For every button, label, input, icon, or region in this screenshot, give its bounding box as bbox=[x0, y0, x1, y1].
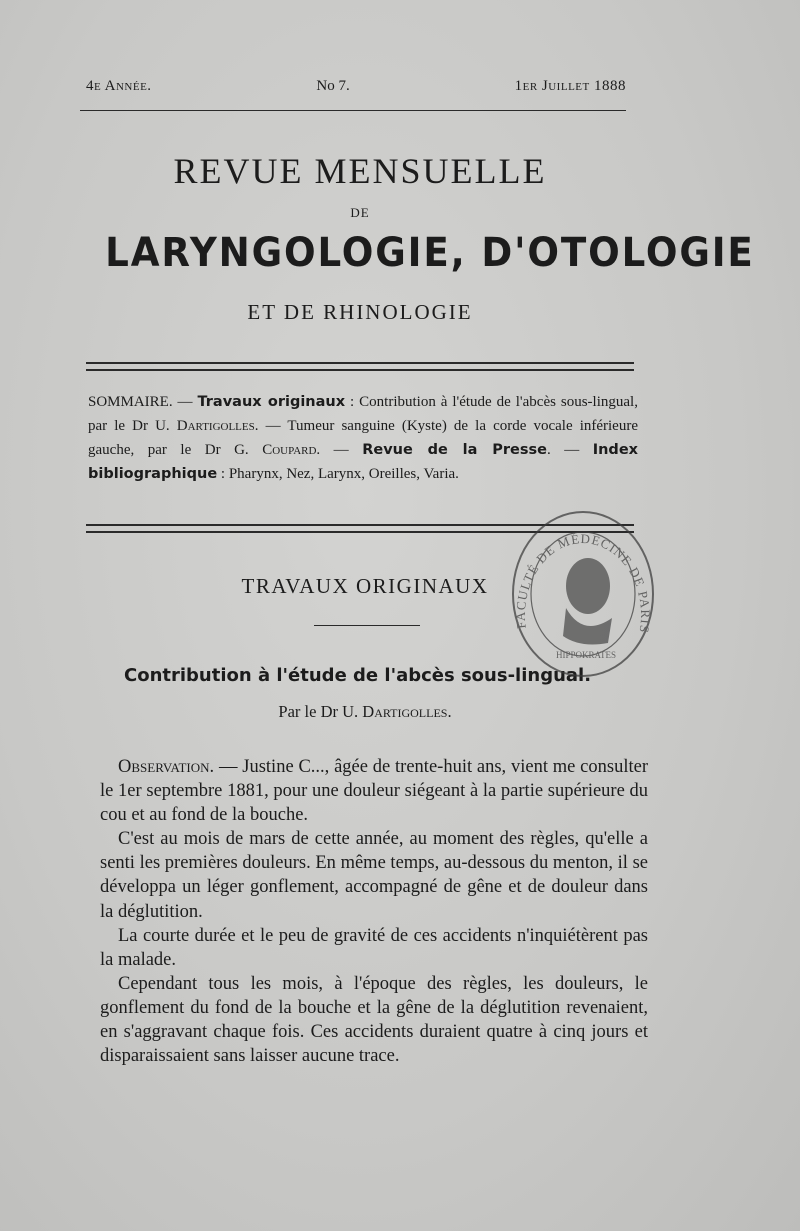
paragraph-4: Cependant tous les mois, à l'époque des règles, les douleurs, le gonflement du fond de la bouche et la gêne de la déglutition revenaient, en s'aggravant chaque fois. Ces accidents duraient quatre à cinq jours et disparaissaient sans laisser aucune trace. bbox=[100, 973, 648, 1067]
header-rule bbox=[80, 110, 626, 111]
masthead-line-4: ET DE RHINOLOGIE bbox=[247, 300, 473, 324]
issue-date: 1er Juillet 1888 bbox=[514, 78, 626, 94]
byline-dr: Dr bbox=[320, 702, 338, 721]
paragraph-3: La courte durée et le peu de gravité de ces accidents n'inquiétèrent pas la malade. bbox=[100, 925, 648, 970]
paragraph-2: C'est au mois de mars de cette année, au moment des règles, qu'elle a senti les premières douleurs. En même temps, au-dessous du menton, il se développa un léger gonflement, accompagné de gêne et de douleur dans la déglutition. bbox=[100, 829, 648, 922]
masthead-line-3: LARYNGOLOGIE, D'OTOLOGIE bbox=[105, 230, 755, 276]
volume-year: 4e Année. bbox=[86, 78, 152, 94]
sommaire-author-2: G. Coupard bbox=[220, 442, 317, 458]
sommaire-section-3: Revue de la Presse bbox=[362, 442, 547, 458]
observation-label: Observation. bbox=[118, 757, 215, 777]
article-body bbox=[100, 755, 648, 1068]
article-byline bbox=[0, 702, 730, 722]
library-stamp bbox=[508, 508, 658, 680]
stamp-outer-text: FACULTÉ DE MÉDECINE DE PARIS bbox=[512, 530, 654, 635]
sommaire-section-4: Index bibliographique bbox=[88, 442, 639, 482]
section-rule bbox=[314, 625, 420, 626]
sommaire-sep-2: . — bbox=[316, 442, 363, 458]
sommaire-dr-1: Dr bbox=[132, 418, 148, 434]
sommaire-sep-3: . — bbox=[546, 442, 593, 458]
sommaire-text-2: . — Tumeur sanguine (Kyste) de la corde vocale inférieure gauche, par le bbox=[88, 418, 638, 458]
masthead-line-2: DE bbox=[350, 205, 370, 220]
byline-prefix: Par le bbox=[278, 702, 321, 721]
masthead-double-rule bbox=[86, 362, 634, 371]
stamp-portrait-icon bbox=[563, 558, 612, 644]
stamp-inner-text: HIPPOKRATES bbox=[555, 650, 617, 660]
sommaire-dr-2: Dr bbox=[204, 442, 221, 458]
masthead-line-1: REVUE MENSUELLE bbox=[173, 151, 547, 191]
table-of-contents bbox=[88, 390, 638, 486]
article-title: Contribution à l'étude de l'abcès sous-lingual. bbox=[124, 665, 592, 686]
sommaire-section-1: Travaux originaux bbox=[197, 394, 346, 410]
sommaire-author-1: U. Dartigolles bbox=[147, 418, 255, 434]
paragraph-1 bbox=[100, 755, 648, 827]
issue-header bbox=[86, 78, 626, 95]
paragraph-1-text: — Justine C..., âgée de trente-huit ans, vient me consulter le 1er septembre 1881, pour une douleur siégeant à la partie supérieure du cou et au fond de la bouche. bbox=[100, 757, 648, 826]
sommaire-text-4: : Pharynx, Nez, Larynx, Oreilles, Varia. bbox=[217, 466, 459, 482]
byline-name: U. Dartigolles. bbox=[337, 702, 452, 721]
issue-number: No 7. bbox=[316, 78, 350, 94]
sommaire-label: SOMMAIRE. — bbox=[88, 394, 198, 410]
sommaire-text-1: : Contribution à l'étude de l'abcès sous-lingual, par le bbox=[88, 394, 638, 434]
section-title: TRAVAUX ORIGINAUX bbox=[241, 574, 489, 598]
